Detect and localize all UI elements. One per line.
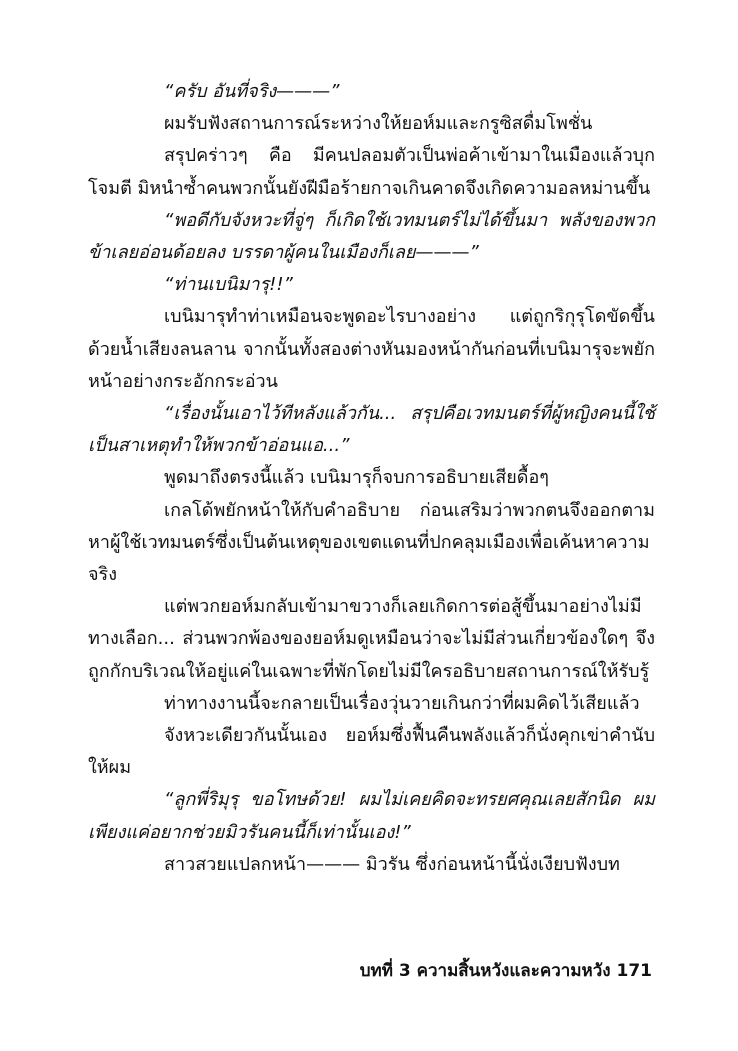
dialogue-paragraph: “ท่านเบนิมารุ!!” <box>164 274 293 296</box>
dialogue-paragraph: “ลูกพี่ริมุรุ ขอโทษด้วย! ผมไม่เคยคิดจะทรยศคุณเลยสักนิด ผมเพียงแค่อยากช่วยมิวรันคนนี้ก็เท่านั้นเอง!” <box>88 789 655 843</box>
narration-paragraph: พูดมาถึงตรงนี้แล้ว เบนิมารุก็จบการอธิบายเสียดื้อๆ <box>164 467 549 489</box>
narration-paragraph: แต่พวกยอห์มกลับเข้ามาขวางก็เลยเกิดการต่อสู้ขึ้นมาอย่างไม่มีทางเลือก... ส่วนพวกพ้องของยอห์มดูเหมือนว่าจะไม่มีส่วนเกี่ยวข้องใดๆ จึงถูกกักบริเวณให้อยู่แค่ในเฉพาะที่พักโดยไม่มีใครอธิบายสถานการณ์ให้รับรู้ <box>88 596 655 682</box>
body-text <box>88 76 655 881</box>
narration-paragraph: สรุปคร่าวๆ คือ มีคนปลอมตัวเป็นพ่อค้าเข้ามาในเมืองแล้วบุกโจมตี มิหนำซ้ำคนพวกนั้นยังฝีมือร้ายกาจเกินคาดจึงเกิดความอลหม่านขึ้น <box>88 145 655 199</box>
dialogue-paragraph: “ครับ อันที่จริง———” <box>164 81 340 102</box>
narration-paragraph: เบนิมารุทำท่าเหมือนจะพูดอะไรบางอย่าง แต่ถูกริกุรุโดขัดขึ้นด้วยน้ำเสียงลนลาน จากนั้นทั้งสองต่างหันมองหน้ากันก่อนที่เบนิมารุจะพยักหน้าอย่างกระอักกระอ่วน <box>88 306 655 392</box>
narration-paragraph: เกลโด้พยักหน้าให้กับคำอธิบาย ก่อนเสริมว่าพวกตนจึงออกตามหาผู้ใช้เวทมนตร์ซึ่งเป็นต้นเหตุของเขตแดนที่ปกคลุมเมืองเพื่อเค้นหาความจริง <box>88 499 655 586</box>
narration-paragraph: สาวสวยแปลกหน้า——— มิวรัน ซึ่งก่อนหน้านี้นั่งเงียบฟังบท <box>164 853 620 875</box>
narration-paragraph: ท่าทางงานนี้จะกลายเป็นเรื่องวุ่นวายเกินกว่าที่ผมคิดไว้เสียแล้ว <box>164 692 640 714</box>
narration-paragraph: ผมรับฟังสถานการณ์ระหว่างให้ยอห์มและกรูซิสดื่มโพชั่น <box>164 113 593 135</box>
dialogue-paragraph: “เรื่องนั้นเอาไว้ทีหลังแล้วกัน... สรุปคือเวทมนตร์ที่ผู้หญิงคนนี้ใช้เป็นสาเหตุทำให้พวกข้าอ่อนแอ...” <box>88 403 655 457</box>
page-footer: บทที่ 3 ความสิ้นหวังและความหวัง 171 <box>359 961 652 981</box>
narration-paragraph: จังหวะเดียวกันนั้นเอง ยอห์มซึ่งฟื้นคืนพลังแล้วก็นั่งคุกเข่าคำนับให้ผม <box>88 725 655 779</box>
dialogue-paragraph: “พอดีกับจังหวะที่จู่ๆ ก็เกิดใช้เวทมนตร์ไม่ได้ขึ้นมา พลังของพวกข้าเลยอ่อนด้อยลง บรรดาผู้คนในเมืองก็เลย———” <box>88 209 655 264</box>
